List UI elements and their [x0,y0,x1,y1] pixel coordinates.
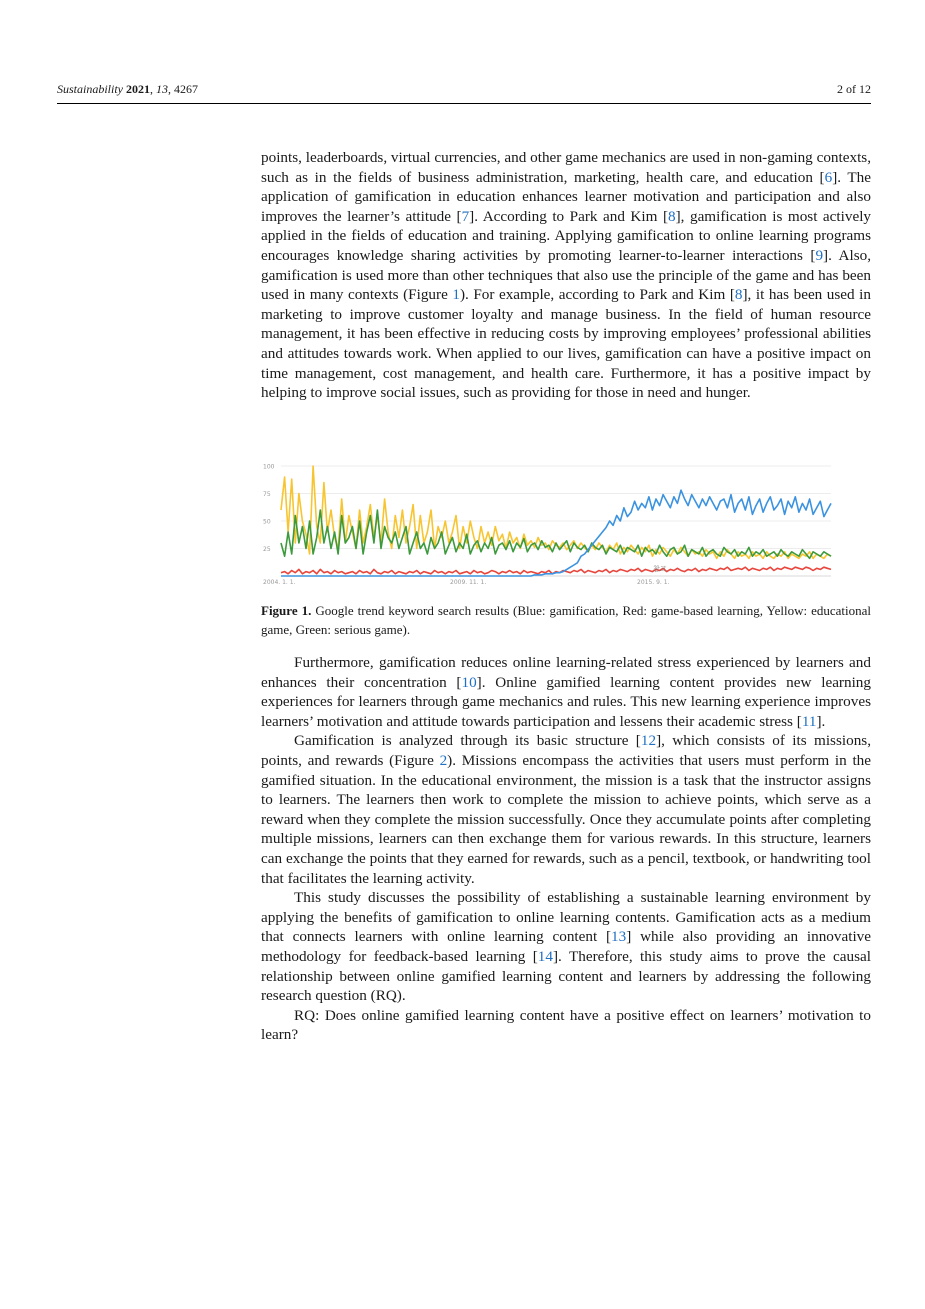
series-line-blue [281,490,831,576]
page-number: 2 of 12 [837,82,871,96]
x-tick-labels [263,579,670,586]
y-tick-25: 25 [263,546,271,553]
journal-volume: 13 [156,82,168,96]
p2-text-0: Furthermore, gamification reduces online learning-related stress experienced by learners and enhances their concentration [ [261,654,871,691]
header-rule [57,103,871,104]
p4-text-0: This study discusses the possibility of establishing a sustainable learning environment by applying the benefits of gamification to online learning contents. Gamification acts as a medium that connects learners with online learning content [ [261,889,871,946]
citation-9[interactable]: 9 [815,246,824,264]
paragraph-2 [261,653,871,731]
citation-13[interactable]: 13 [611,928,627,946]
chart-grid [281,466,831,576]
p3-text-2: ). Missions encompass the activities that users must perform in the gamified situation. In the educational environment, the mission is a task that the instructor assigns to learners. The learners then work to complete the mission to achieve points, which serve as a reward when they complete the mission successfully. Once they accumulate points after completing multiple missions, learners can then exchange them for various rewards. In this structure, learners can exchange the points that they earned for rewards, such as a pencil, textbook, or handwriting tool that facilitates the learning activity. [261,751,871,887]
p1-text-3: ], gamification is most actively applied in the fields of education and training. Applying gamification to online learning programs encourages knowledge sharing activities by promoting learner-to-learner interactions [ [261,207,872,264]
journal-year: 2021 [126,82,150,96]
citation-11[interactable]: 11 [801,712,817,730]
p2-text-1: ]. Online gamified learning content provides new learning experiences for learners through game mechanics and rules. This new learning experience improves learners’ motivation and attitude towards participation and lessens their academic stress [ [261,673,871,730]
p1-text-6: ], it has been used in marketing to improve customer loyalty and manage business. In the field of human resource management, it has been effective in reducing costs by improving employees’ professional abilities and attitudes towards work. When applied to our lives, gamification can have a positive impact on time management, cost management, and health care. Furthermore, it has a positive impact by helping to improve social issues, such as providing for those in need and hunger. [261,286,871,402]
p3-text-0: Gamification is analyzed through its basic structure [ [294,732,641,750]
y-tick-100: 100 [263,463,275,471]
journal-name: Sustainability [57,82,123,96]
p1-text-1: ]. The application of gamification in education enhances learner motivation and participation and also improves the learner’s attitude [ [261,168,871,225]
p3-text-1: ], which consists of its missions, points, and rewards (Figure [261,732,871,769]
paragraph-3 [261,731,871,888]
paragraph-1 [261,148,871,403]
citation-10[interactable]: 10 [461,673,477,691]
figure-caption-text: Google trend keyword search results (Blue: gamification, Red: game-based learning, Yellow: educational game, Green: serious game). [261,603,872,637]
p1-text-4: ]. Also, gamification is used more than other techniques that also use the principle of the game and has been used in many contexts (Figure [261,246,871,304]
citation-8[interactable]: 8 [668,207,676,225]
body-text-top [261,148,871,403]
p4-text-2: ]. Therefore, this study aims to prove the causal relationship between online gamified learning content and learners by addressing the following research question (RQ). [261,947,871,1005]
figure-label: Figure 1. [261,603,312,618]
p2-text-2: ]. [816,712,826,730]
article-number: 4267 [174,82,198,96]
running-header [57,82,871,100]
x-tick-1: 2009. 11. 1. [450,579,487,586]
y-tick-75: 75 [263,491,271,498]
figure-ref-1[interactable]: 1 [452,286,460,304]
p1-text-2: ]. According to Park and Kim [ [469,207,669,225]
series-line-green [281,510,831,558]
trend-chart [261,458,871,588]
body-text-bottom [261,653,871,1045]
paragraph-4 [261,888,871,1006]
research-question: RQ: Does online gamified learning content have a positive effect on learners’ motivation to learn? [261,1006,871,1044]
p1-text-0: points, leaderboards, virtual currencies, and other game mechanics are used in non-gaming contexts, such as in the fields of business administration, marketing, health care, and education [ [261,149,871,186]
journal-citation: Sustainability 2021, 13, 4267 [57,82,198,96]
chart-annotation: 참고 [653,565,667,573]
figure-ref-2[interactable]: 2 [439,751,448,769]
p1-text-5: ). For example, according to Park and Kim [ [459,286,735,304]
figure-caption [261,601,871,639]
citation-7[interactable]: 7 [461,207,470,225]
citation-8b[interactable]: 8 [734,286,743,304]
y-tick-labels [263,464,275,554]
x-tick-2: 2015. 9. 1. [637,579,670,586]
x-tick-0: 2004. 1. 1. [263,579,296,586]
citation-6[interactable]: 6 [824,168,833,186]
y-tick-50: 50 [263,518,271,526]
figure-1 [261,458,871,588]
citation-14[interactable]: 14 [537,947,553,965]
citation-12[interactable]: 12 [640,732,657,750]
p4-text-1: ] while also providing an innovative methodology for feedback-based learning [ [261,928,871,965]
